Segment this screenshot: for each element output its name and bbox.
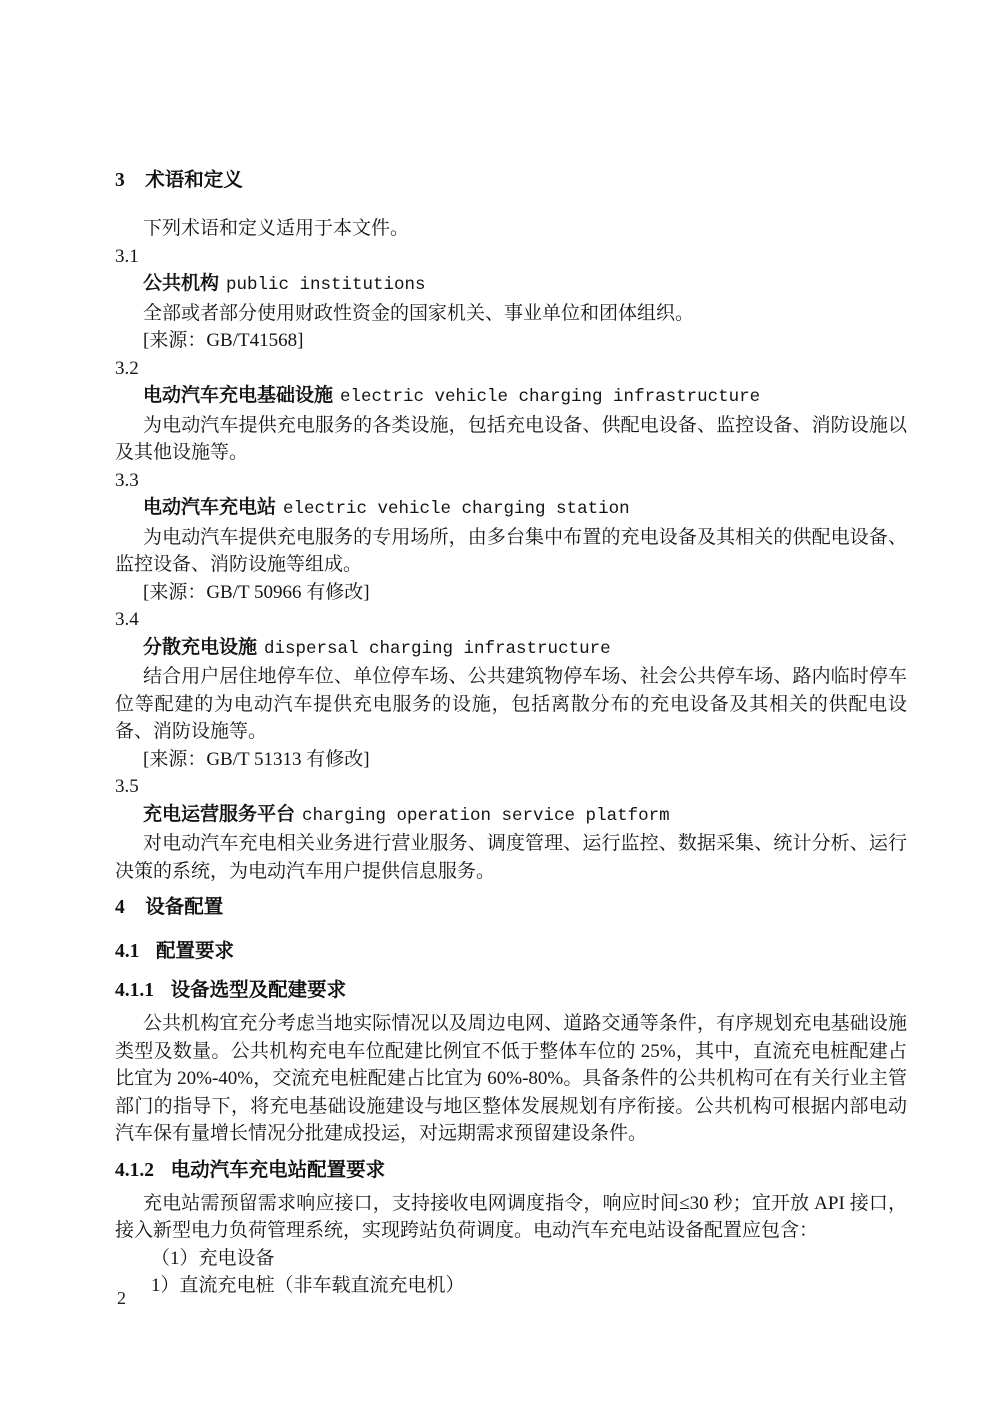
heading-number: 4.1.2 — [115, 1159, 154, 1181]
term-source: [来源：GB/T 51313 有修改] — [143, 748, 370, 770]
list-item-dc-charging-pile: 1）直流充电桩（非车载直流充电机） — [151, 1275, 465, 1296]
list-item-charging-equipment: （1）充电设备 — [151, 1247, 275, 1269]
heading-configuration-requirements — [115, 937, 907, 966]
term-block-3-1 — [115, 243, 907, 355]
heading-title: 配置要求 — [155, 940, 234, 962]
term-english: electric vehicle charging infrastructure — [340, 387, 761, 407]
page-content — [115, 0, 907, 1300]
term-chinese: 充电运营服务平台 — [143, 803, 296, 825]
term-number: 3.2 — [115, 357, 139, 379]
heading-title: 设备选型及配建要求 — [170, 979, 347, 1001]
heading-number: 3 — [115, 170, 125, 191]
term-number: 3.1 — [115, 245, 139, 267]
term-heading — [115, 801, 907, 831]
term-definition: 为电动汽车提供充电服务的各类设施，包括充电设备、供配电设备、监控设备、消防设施以及其他设施等。 — [115, 414, 907, 463]
term-block-3-4 — [115, 606, 907, 773]
paragraph-equipment-selection: 公共机构宜充分考虑当地实际情况以及周边电网、道路交通等条件，有序规划充电基础设施类型及数量。公共机构充电车位配建比例宜不低于整体车位的 25%，其中，直流充电桩配建占比宜为 20%-40%，交流充电桩配建占比宜为 60%-80%。具备条件的公共机构可在有关行业主管部门的指导下，将充电基础设施建设与地区整体发展规划有序衔接。公共机构可根据内部电动汽车保有量增长情况分批建成投运，对远期需求预留建设条件。 — [115, 1013, 907, 1144]
page-number: 2 — [117, 1288, 126, 1308]
heading-number: 4.1 — [115, 941, 140, 962]
term-definition: 全部或者部分使用财政性资金的国家机关、事业单位和团体组织。 — [143, 302, 695, 324]
term-chinese: 分散充电设施 — [143, 636, 258, 658]
heading-number: 4.1.1 — [115, 980, 154, 1001]
heading-equipment-selection-requirements — [115, 976, 907, 1005]
term-block-3-3 — [115, 467, 907, 607]
term-english: dispersal charging infrastructure — [264, 638, 611, 659]
term-definition: 对电动汽车充电相关业务进行营业服务、调度管理、运行监控、数据采集、统计分析、运行决策的系统，为电动汽车用户提供信息服务。 — [115, 833, 907, 882]
term-source: [来源：GB/T 50966 有修改] — [143, 581, 370, 603]
terms-intro-paragraph: 下列术语和定义适用于本文件。 — [143, 218, 410, 239]
term-english: charging operation service platform — [302, 805, 670, 826]
term-block-3-5 — [115, 773, 907, 885]
term-heading — [115, 494, 907, 524]
term-definition: 为电动汽车提供充电服务的专用场所，由多台集中布置的充电设备及其相关的供配电设备、监控设备、消防设施等组成。 — [115, 526, 907, 575]
heading-title: 电动汽车充电站配置要求 — [170, 1158, 386, 1181]
term-chinese: 电动汽车充电站 — [143, 497, 277, 518]
term-number: 3.4 — [115, 609, 139, 630]
term-number: 3.5 — [115, 776, 139, 797]
term-chinese: 公共机构 — [143, 273, 220, 294]
heading-terms-and-definitions — [115, 166, 907, 195]
term-english: public institutions — [226, 275, 426, 295]
term-english: electric vehicle charging station — [283, 499, 630, 519]
term-heading — [115, 270, 907, 300]
term-definition: 结合用户居住地停车位、单位停车场、公共建筑物停车场、社会公共停车场、路内临时停车位等配建的为电动汽车提供充电服务的设施，包括离散分布的充电设备及其相关的供配电设备、消防设施等。 — [115, 666, 907, 742]
term-chinese: 电动汽车充电基础设施 — [143, 385, 334, 406]
term-heading — [115, 634, 907, 664]
term-number: 3.3 — [115, 469, 139, 491]
term-heading — [115, 382, 907, 412]
term-source: [来源：GB/T41568] — [143, 330, 304, 351]
term-block-3-2 — [115, 355, 907, 467]
heading-title: 术语和定义 — [145, 169, 243, 191]
heading-title: 设备配置 — [145, 896, 224, 918]
heading-number: 4 — [115, 897, 125, 918]
heading-equipment-configuration — [115, 893, 907, 922]
paragraph-charging-station: 充电站需预留需求响应接口，支持接收电网调度指令，响应时间≤30 秒；宜开放 API 接口，接入新型电力负荷管理系统，实现跨站负荷调度。电动汽车充电站设备配置应包含： — [115, 1192, 907, 1241]
heading-charging-station-requirements — [115, 1156, 907, 1185]
